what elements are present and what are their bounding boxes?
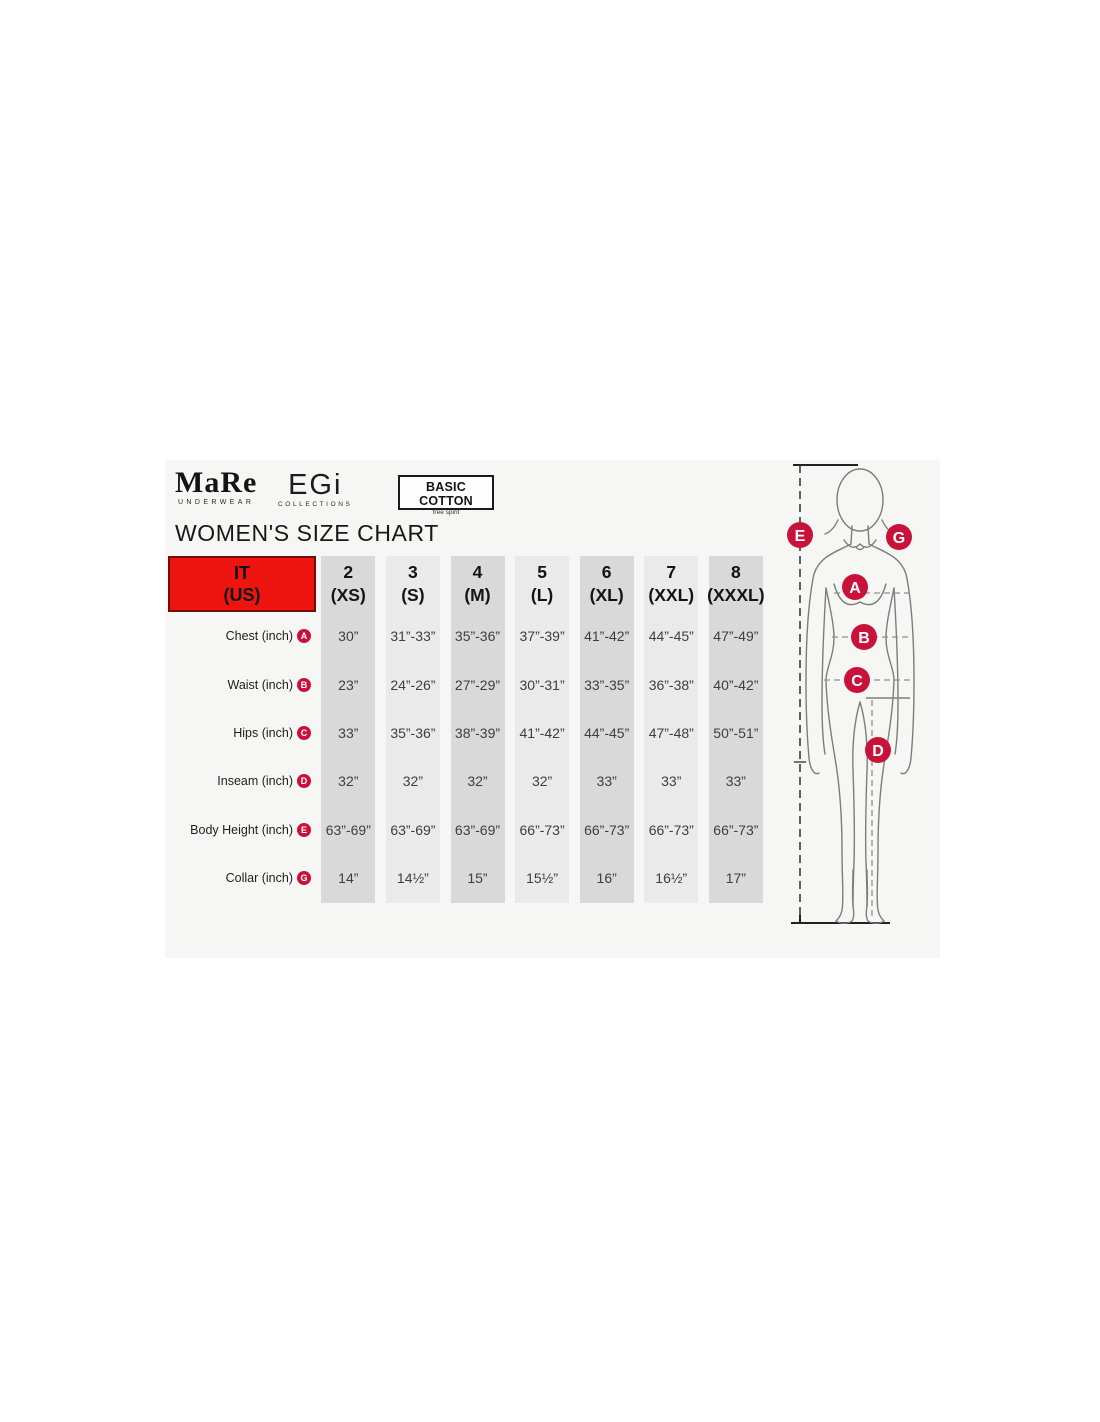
size-label: (XXXL) (707, 585, 765, 605)
cell: 30” (338, 628, 359, 645)
cell: 50”-51” (713, 724, 759, 741)
marker-badge-a: A (297, 629, 311, 643)
cell: 16” (596, 870, 617, 887)
table-header-row (168, 556, 769, 612)
cell: 33” (661, 773, 682, 790)
brand-subtitle: COLLECTIONS (278, 501, 353, 508)
brand-subtitle: free spirit (432, 508, 460, 516)
size-label: (L) (530, 585, 554, 605)
cell: 33” (596, 773, 617, 790)
size-label: (XL) (589, 585, 624, 605)
size-number: 7 (666, 562, 677, 583)
marker-badge-b: B (297, 678, 311, 692)
row-label (168, 823, 316, 837)
size-table (168, 556, 769, 902)
cell: 30”-31” (519, 676, 565, 693)
size-label: (XXL) (648, 585, 695, 605)
cell: 15” (467, 870, 488, 887)
brand-name: BASIC COTTON (419, 480, 473, 508)
size-number: 4 (472, 562, 483, 583)
cell: 44”-45” (648, 628, 694, 645)
page-title: WOMEN'S SIZE CHART (175, 520, 439, 546)
cell: 66”-73” (519, 821, 565, 838)
cell: 44”-45” (584, 724, 630, 741)
cell: 63”-69” (454, 821, 501, 838)
row-label-text: Inseam (inch) (217, 774, 293, 789)
marker-e-letter: E (794, 528, 806, 545)
cell: 15½” (526, 870, 559, 887)
cell: 37”-39” (519, 628, 565, 645)
cell: 35”-36” (454, 628, 501, 645)
marker-badge-e: E (297, 823, 311, 837)
column-header (445, 561, 510, 607)
brand-name: EGi (288, 469, 343, 501)
cell: 66”-73” (584, 821, 630, 838)
brand-subtitle: UNDERWEAR (177, 499, 255, 506)
measurement-figure (778, 460, 940, 926)
marker-g-letter: G (892, 530, 906, 547)
size-system-cell (168, 556, 316, 612)
cell: 32” (467, 773, 488, 790)
cell: 66”-73” (713, 821, 759, 838)
cell: 17” (725, 870, 746, 887)
size-chart-panel (165, 460, 940, 958)
cell: 32” (531, 773, 553, 790)
marker-c-letter: C (851, 673, 863, 690)
column-header (704, 561, 769, 607)
row-label (168, 871, 316, 885)
marker-b-letter: B (858, 630, 870, 647)
marker-badge-d: D (297, 774, 311, 788)
cell: 14” (338, 870, 359, 887)
size-label: (M) (464, 585, 491, 605)
cell: 35”-36” (390, 724, 436, 741)
cell: 47”-49” (713, 628, 759, 645)
column-header (381, 561, 446, 607)
cell: 47”-48” (648, 724, 694, 741)
table-row-hips (168, 709, 769, 757)
table-row-waist (168, 660, 769, 708)
cell: 63”-69” (325, 821, 371, 838)
brand-name: MaRe (175, 466, 258, 499)
body-diagram (778, 460, 940, 926)
cell: 32” (338, 773, 359, 790)
size-number: 8 (730, 562, 741, 583)
brand-logo-basic-cotton (398, 475, 494, 516)
row-label-text: Collar (inch) (225, 871, 293, 886)
size-system-line1: IT (234, 562, 250, 583)
size-system-line2: (US) (223, 585, 261, 605)
figure-markers (787, 522, 912, 763)
cell: 23” (338, 676, 359, 693)
size-number: 5 (537, 562, 547, 583)
row-label-text: Body Height (inch) (190, 822, 293, 837)
size-number: 2 (343, 562, 354, 583)
cell: 31”-33” (390, 628, 436, 645)
size-label: (S) (401, 585, 425, 605)
row-label (168, 726, 316, 740)
cell: 14½” (396, 870, 429, 887)
column-header (316, 561, 381, 607)
cell: 38”-39” (454, 724, 501, 741)
table-row-collar (168, 854, 769, 902)
column-header (510, 561, 575, 607)
cell: 33”-35” (584, 676, 630, 693)
brand-logo-mare (175, 468, 257, 506)
brand-logo-egi (278, 471, 352, 508)
column-header (639, 561, 704, 607)
cell: 33” (725, 773, 746, 790)
row-label (168, 774, 316, 788)
size-number: 3 (408, 562, 418, 583)
cell: 32” (402, 773, 423, 790)
row-label-text: Hips (inch) (233, 725, 293, 740)
cell: 40”-42” (713, 676, 759, 693)
row-label (168, 678, 316, 692)
marker-a-letter: A (849, 580, 861, 597)
cell: 16½” (655, 870, 688, 887)
cell: 24”-26” (390, 676, 436, 693)
size-label: (XS) (330, 585, 366, 605)
column-header (574, 561, 639, 607)
cell: 41”-42” (519, 724, 565, 741)
table-row-body-height (168, 806, 769, 854)
table-row-inseam (168, 757, 769, 805)
marker-d-letter: D (872, 743, 884, 760)
cell: 66”-73” (648, 821, 694, 838)
row-label (168, 629, 316, 643)
cell: 63”-69” (390, 821, 436, 838)
size-number: 6 (601, 562, 612, 583)
row-label-text: Waist (inch) (227, 677, 293, 692)
cell: 27”-29” (454, 676, 501, 693)
cell: 33” (338, 724, 359, 741)
marker-badge-c: C (297, 726, 311, 740)
marker-badge-g: G (297, 871, 311, 885)
cell: 41”-42” (584, 628, 630, 645)
row-label-text: Chest (inch) (225, 629, 293, 644)
cell: 36”-38” (648, 676, 694, 693)
table-row-chest (168, 612, 769, 660)
